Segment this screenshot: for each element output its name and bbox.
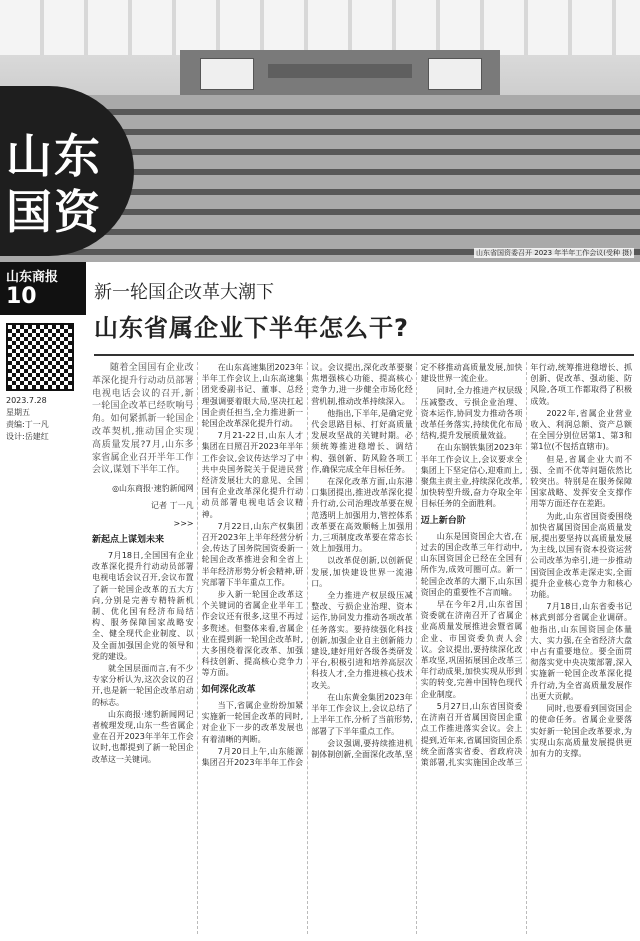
masthead-column [0, 262, 86, 941]
paragraph: 在山东钢铁集团2023年半年工作会议上,会议要求全集团上下坚定信心,迎难而上,聚焦主责主业,持续深化改革,加快转型升级,奋力夺取全年目标任务的全面胜利。 [420, 443, 523, 509]
photo-ceiling [0, 0, 640, 55]
paragraph: 在山东黄金集团2023年半年工作会议上,会议总结了上半年工作,分析了当前形势,部署了下半年重点工作。 [311, 692, 413, 736]
section-title-line2: 国资 [6, 185, 102, 239]
section-title-line1: 山东 [6, 129, 102, 183]
newspaper-box [0, 262, 86, 315]
paragraph: 7月20日上午,山东能源集团召开2023年半年工作会议。会议提出,深化改革要聚焦增强核心功能、提高核心竞争力,进一步健全市场化经营机制,推动改革持续深入。 [201, 363, 413, 767]
newspaper-name: 山东商报 [6, 270, 59, 285]
paragraph: 5月27日,山东省国资委在济南召开省属国资国企重点工作推进落实会议。会上提到,近年来,省属国资国企系统全面落实省委、省政府决策部署,扎实实施国企改革三年行动,统筹推进稳增长、抓创新、促改革、强动能、防风险,各项工作都取得了积极成效。 [420, 363, 632, 767]
paragraph: 7月18日,山东省委书记林武到部分省属企业调研。他指出,山东国资国企体量大、实力强,在全省经济大盘中占有重要地位。要全面贯彻落实党中央决策部署,深入实施新一轮国企改革深化提升行动,为全省高质量发展作出更大贡献。 [530, 602, 632, 701]
article-headline: 山东省属企业下半年怎么干? [94, 314, 409, 342]
headline-divider [94, 354, 634, 356]
article-kicker: 新一轮国企改革大潮下 [94, 282, 274, 303]
page-weekday: 星期五 [6, 408, 30, 417]
paragraph: 7月21-22日,山东人才集团在日照召开2023年半年工作会议,会议传达学习了中共中央国务院关于促进民营经济发展壮大的意见、全国国有企业改革深化提升行动动员部署电视电话会议精神。 [201, 431, 304, 519]
section-heading: 迈上新台阶 [420, 515, 466, 526]
paragraph: 山东是国资国企大省,在过去的国企改革三年行动中,山东国资国企已经在全国有所作为,成效可圈可点。新一轮国企改革的大潮下,山东国资国企的重要性不言而喻。 [420, 531, 523, 597]
paragraph: 当下,省属企业纷纷加紧实施新一轮国企改革的同时,对企业下一步的改革发展也有着清晰的判断。 [201, 700, 304, 744]
paragraph: 山东商报·速豹新闻网记者梳理发现,山东一些省属企业在召开2023年半年工作会议时,也都提到了新一轮国企改革这一关键词。 [92, 709, 194, 764]
page-date: 2023.7.28 [6, 396, 47, 405]
page-designer: 设计:岳建红 [6, 432, 49, 441]
photo-caption: 山东省国资委召开 2023 年半年工作会议(受种 摄) [476, 249, 632, 257]
paragraph: 他指出,下半年,是确定党代会思路目标、打好高质量发展攻坚战的关键时期。必须统筹推进稳增长、调结构、强创新、防风险各项工作,确保完成全年目标任务。 [311, 408, 413, 474]
paragraph: 步入新一轮国企改革这个关键词的省属企业半年工作会议还有很多,这里不再过多赘述。但整体来看,省属企业在提到新一轮国企改革时,大多围绕着深化改革、加强科技创新、提高核心竞争力等方面。 [201, 590, 304, 678]
paragraph: 就全国层面而言,有不少专家分析认为,这次会议的召开,也是新一轮国企改革启动的标志。 [92, 664, 194, 707]
paragraph: 为此,山东省国资委围绕加快省属国资国企高质量发展,提出要坚持以高质量发展为主线,以国有资本投资运营公司改革为牵引,进一步推动国资国企改革走深走实,全面提升企业核心竞争力和核心功能。 [530, 511, 632, 600]
paragraph: 同时,也要看到国资国企的使命任务。省属企业要落实好新一轮国企改革要求,为实现山东高质量发展提供更加有力的支撑。 [530, 704, 632, 758]
qr-code[interactable] [6, 323, 74, 391]
paragraph: 会议强调,要持续推进机制体制创新,全面深化改革,坚定不移推动高质量发展,加快建设世界一流企业。 [311, 363, 523, 759]
paragraph: 在深化改革方面,山东港口集团提出,推进改革深化提升行动,公司治理改革要在规范透明上加强用力,管控体系改革要在高效顺畅上加强用力,三项制度改革要在常态长效上加强用力。 [311, 477, 413, 554]
paragraph: 同时,全力推进产权层级压减整改、亏损企业治理、资本运作,协同发力推动各项改革任务落实,持续优化布局结构,提升发展质量效益。 [420, 386, 523, 441]
photo-banner [268, 64, 412, 78]
photo-screen-right [428, 58, 482, 90]
paragraph: 7月22日,山东产权集团召开2023年上半年经营分析会,传达了国务院国资委新一轮国企改革推进会和全省上半年经济形势分析会精神,研究部署下半年重点工作。 [201, 521, 304, 587]
page-number: 10 [6, 284, 37, 309]
article-body [92, 362, 632, 934]
photo-screen-left [200, 58, 254, 90]
paragraph: 早在今年2月,山东省国资委就在济南召开了省属企业高质量发展推进会暨省属企业、市国资委负责人会议。会议提出,要持续深化改革攻坚,巩固拓展国企改革三年行动成果,加快实现从形到实的转变,完善中国特色现代企业制度。 [420, 600, 523, 699]
article-lede: 随着全国国有企业改革深化提升行动动员部署电视电话会议的召开,新一轮国企改革已经吹响号角。如何紧抓新一轮国企改革契机,推动国企实现高质量发展?7月,山东多家省属企业召开半年工作会议,谋划下半年工作。 [92, 363, 194, 476]
article-reporter: 记者 丁一凡 [151, 501, 194, 511]
page-editor: 责编:丁一凡 [6, 420, 49, 429]
paragraph: 在山东高速集团2023年半年工作会议上,山东高速集团党委副书记、董事、总经理强调要着眼大局,坚决扛起国企责任担当,全力推进新一轮国企改革深化提升行动。 [201, 363, 304, 429]
section-heading: 新起点上谋划未来 [92, 534, 165, 545]
paragraph: 7月18日,全国国有企业改革深化提升行动动员部署电视电话会议召开,会议布置了新一轮国企改革的五大方向,分别是完善专精特新机制、优化国有经济布局结构、服务保障国家战略安全、健全现代企业制度、以及全面加强国企党的领导和党的建设。 [92, 550, 194, 661]
paragraph: 以改革促创新,以创新促发展,加快建设世界一流港口。 [311, 556, 413, 588]
article-header [94, 278, 634, 343]
article-source: ◎山东商报·速豹新闻网 [112, 484, 194, 494]
paragraph: 全力推进产权层级压减整改、亏损企业治理、资本运作,协同发力推动各项改革任务落实。要持续强化科技创新,加强企业自主创新能力建设,建好用好各级各类研发平台,积极引进和培养高层次科技人才,全力推进核心技术攻关。 [311, 591, 413, 690]
continue-arrows: >>> [173, 518, 194, 528]
section-heading: 如何深化改革 [201, 684, 256, 695]
paragraph: 但是,省属企业大而不强、全而不优等问题依然比较突出。特别是在服务保障国家战略、发挥安全支撑作用等方面还存在差距。 [530, 454, 632, 509]
paragraph: 2022年,省属企业营业收入、利润总额、资产总额在全国分别位居第1、第3和第1位(不包括直辖市)。 [530, 408, 632, 452]
